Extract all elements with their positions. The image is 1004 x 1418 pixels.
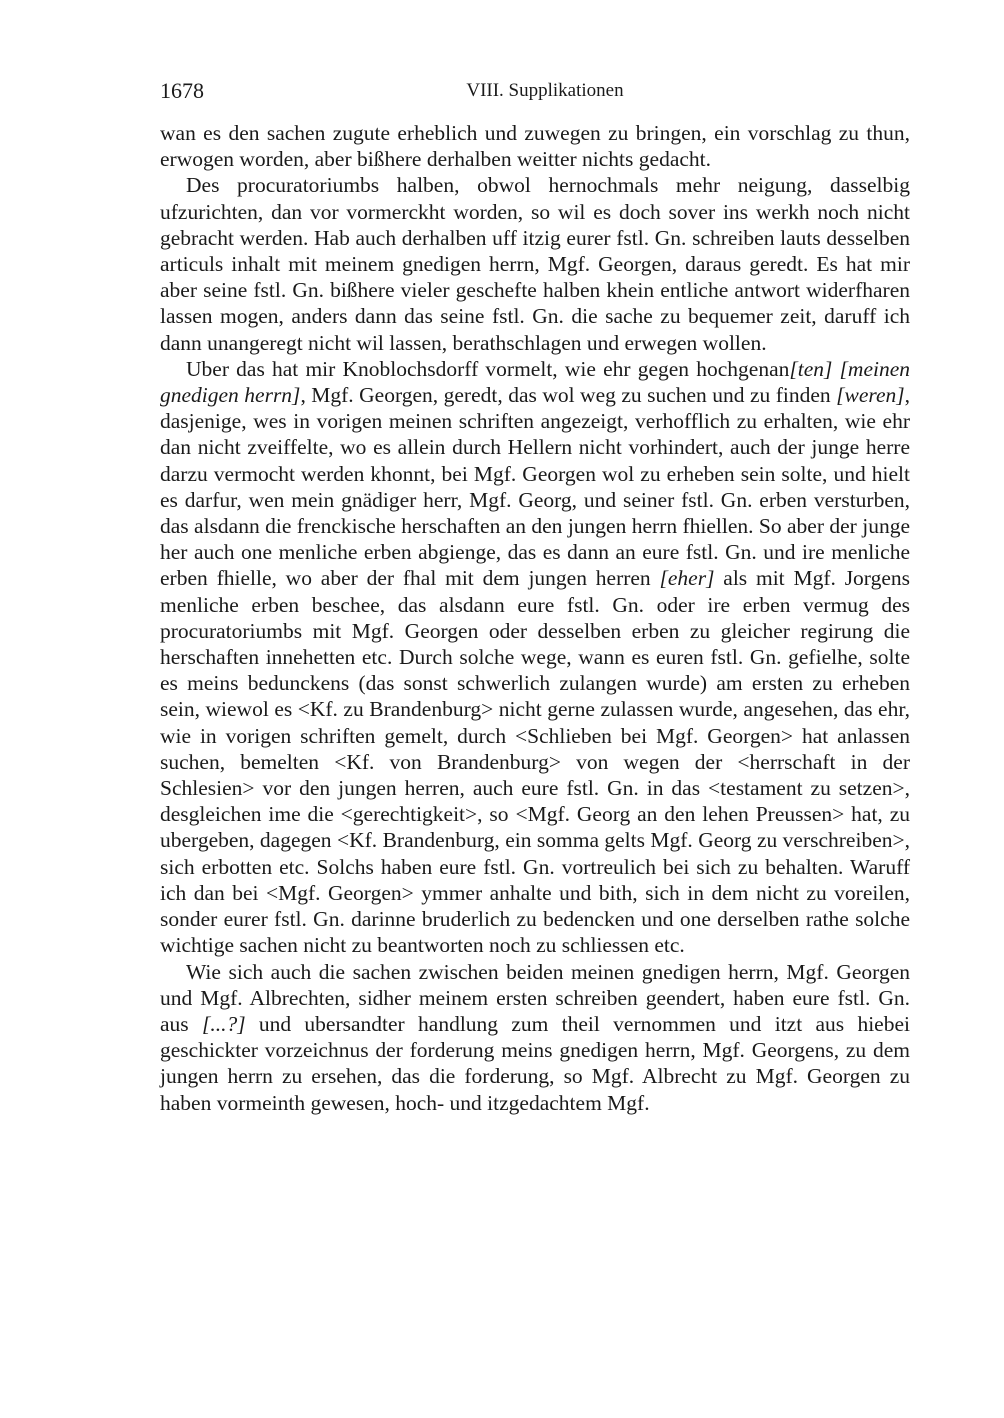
editorial-insertion: [...?]	[201, 1011, 246, 1036]
paragraph-3	[160, 356, 910, 959]
text-segment: und ubersandter handlung zum theil vernommen und itzt aus hiebei geschickter vorzeichnus der forderung meins gnedigen herrn, Mgf. Georgens, zu dem jungen herrn zu ersehen, das die forderung, so Mgf. Albrecht zu Mgf. Georgen zu haben vormeinth gewesen, hoch- und itzgedachtem Mgf.	[160, 1011, 910, 1115]
paragraph-1	[160, 120, 910, 172]
paragraph-2	[160, 172, 910, 355]
paragraph-4	[160, 959, 910, 1116]
text-segment: , Mgf. Georgen, geredt, das wol weg zu suchen und zu finden	[300, 383, 837, 408]
editorial-insertion: [eher]	[659, 566, 715, 591]
body-text	[160, 120, 910, 1116]
running-header	[160, 78, 910, 106]
text-segment: wan es den sachen zugute erheblich und zuwegen zu bringen, ein vorschlag zu thun, erwogen worden, aber bißhere derhalben weitter nichts gedacht.	[160, 121, 910, 172]
page-number: 1678	[160, 78, 204, 103]
document-page	[160, 78, 910, 1116]
editorial-insertion: [ten] [meinen gnedigen herrn]	[160, 356, 911, 408]
text-segment: als mit Mgf. Jorgens menliche erben beschee, das alsdann eure fstl. Gn. oder ire erben vermug des procuratoriumbs mit Mgf. Georgen oder desselben erben zu gleicher regirung die herschaften innehetten etc. Durch solche wege, wann es euren fstl. Gn. gefielhe, solte es meins bedunckens (das sonst schwerlich zulangen wurde) am ersten zu erheben sein, wiewol es <Kf. zu Brandenburg> nicht gerne zulassen wurde, angesehen, das ehr, wie in vorigen schriften gemelt, durch <Schlieben bei Mgf. Georgen> hat anlassen suchen, bemelten <Kf. von Brandenburg> von wegen der <herrschaft in der Schlesien> vor den jungen herren, auch eure fstl. Gn. in das <testament zu setzen>, desgleichen ime die <gerechtigkeit>, so <Mgf. Georg an den lehen Preussen> hat, zu ubergeben, dagegen <Kf. Brandenburg, ein somma gelts Mgf. Georg zu verschreiben>, sich erbotten etc. Solchs haben eure fstl. Gn. vortreulich bei sich zu behalten. Waruff ich dan bei <Mgf. Georgen> ymmer anhalte und bith, sich in dem nicht zu voreilen, sonder eurer fstl. Gn. darinne bruderlich zu bedencken und one derselben rathe solche wichtige sachen nicht zu beantworten noch zu schliessen etc.	[160, 566, 910, 958]
text-segment: , dasjenige, wes in vorigen meinen schriften angezeigt, verhofflich zu erhalten, wie ehr dan nicht zveiffelte, wo es allein durch Hellern nicht vorhindert, auch der junge herre darzu vermocht werden khonnt, bei Mgf. Georgen wol zu erheben sein solte, und hielt es darfur, wen mein gnädiger herr, Mgf. Georg, und seiner fstl. Gn. erben versturben, das alsdann die frenckische herschaften an den jungen herrn fhiellen. So aber der junge her auch one menliche erben abgienge, das es dann an eure fstl. Gn. und ire menliche erben fhielle, wo aber der fhal mit dem jungen herren	[160, 383, 911, 591]
editorial-insertion: [weren]	[836, 383, 905, 408]
text-segment: Des procuratoriumbs halben, obwol hernochmals mehr neigung, dasselbig ufzurichten, dan vor vormerckht worden, so wil es doch sover ins werkh noch nicht gebracht werden. Hab auch derhalben uff itzig eurer fstl. Gn. schreiben lauts desselben articuls inhalt mit meinem gnedigen herrn, Mgf. Georgen, daraus geredt. Es hat mir aber seine fstl. Gn. bißhere vieler geschefte halben khein entliche antwort widerfharen lassen mogen, anders dann das seine fstl. Gn. die sache zu bequemer zeit, daruff ich dann unangeregt nicht wil lassen, berathschlagen und erwegen wollen.	[160, 173, 910, 355]
running-title: VIII. Supplikationen	[466, 80, 624, 101]
text-segment: Wie sich auch die sachen zwischen beiden meinen gnedigen herrn, Mgf. Georgen und Mgf. Albrechten, sidher meinem ersten schreiben geendert, haben eure fstl. Gn. aus	[160, 959, 910, 1036]
text-segment: Uber das hat mir Knoblochsdorff vormelt, wie ehr gegen hochgenan	[186, 356, 790, 381]
